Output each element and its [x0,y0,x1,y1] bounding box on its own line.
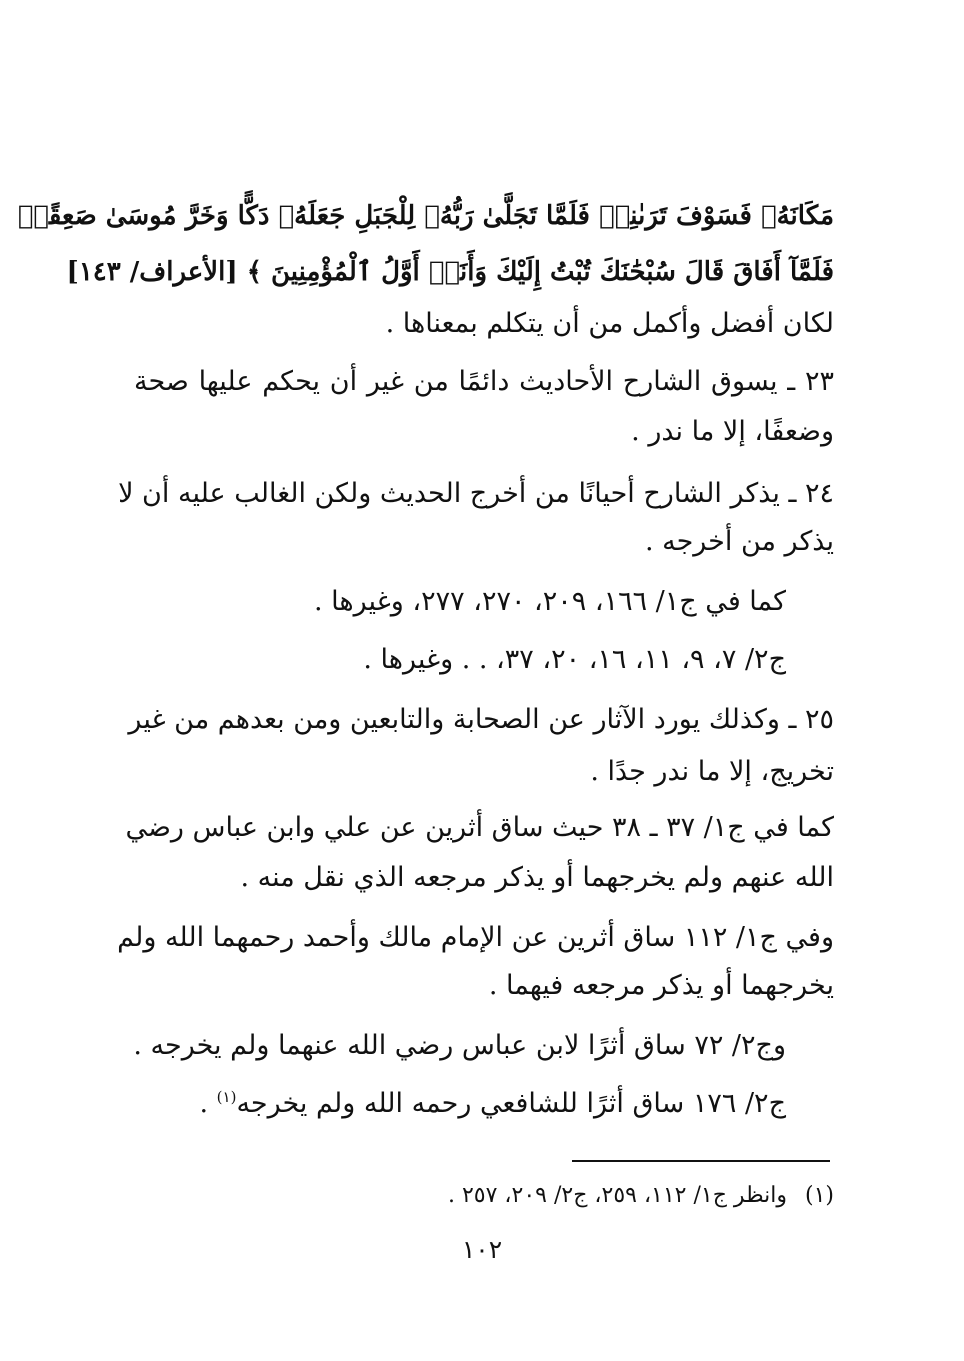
item-25-line-2: تخريج، إلا ما ندر جدًا . [590,756,834,787]
paragraph-b-line-1: وفي ج١/ ١١٢ ساق أثرين عن الإمام مالك وأحمد رحمهما الله ولم [117,922,834,953]
paragraph-a-line-1: كما في ج١/ ٣٧ ـ ٣٨ حيث ساق أثرين عن علي وابن عباس رضي [125,812,834,843]
example-line-3: وج٢/ ٧٢ ساق أثرًا لابن عباس رضي الله عنهما ولم يخرجه . [133,1030,786,1061]
example-line-2: ج٢/ ٧، ٩، ١١، ١٦، ٢٠، ٣٧، . . وغيرها . [363,644,786,675]
example-line-4-text: ج٢/ ١٧٦ ساق أثرًا للشافعي رحمه الله ولم يخرجه [236,1088,786,1119]
item-23-line-2: وضعفًا، إلا ما ندر . [631,416,834,447]
footnote-number: (١) [804,1183,834,1208]
item-24-line-2: يذكر من أخرجه . [644,526,834,557]
example-line-4 [136,1084,786,1124]
footnote-marker: (١) [216,1088,237,1106]
quran-verse-line-1: مَكَانَهُۥ فَسَوْفَ تَرَىٰنِىۚ فَلَمَّا تَجَلَّىٰ رَبُّهُۥ لِلْجَبَلِ جَعَلَهُۥ دَكًّا وَخَرَّ مُوسَىٰ صَعِقًاۚ [17,201,834,231]
paragraph-a-line-2: الله عنهم ولم يخرجهما أو يذكر مرجعه الذي نقل منه . [240,862,834,893]
page-number: ١٠٢ [461,1235,503,1264]
item-23-line-1: ٢٣ ـ يسوق الشارح الأحاديث دائمًا من غير أن يحكم عليها صحة [134,366,834,397]
footnote-separator [572,1160,830,1162]
footnote [448,1178,834,1214]
item-24-line-1: ٢٤ ـ يذكر الشارح أحيانًا من أخرج الحديث ولكن الغالب عليه أن لا [118,478,834,509]
body-text-line: لكان أفضل وأكمل من أن يتكلم بمعناها . [385,308,834,339]
paragraph-b-line-2: يخرجهما أو يذكر مرجعه فيهما . [488,970,834,1001]
quran-verse-line-2: فَلَمَّآ أَفَاقَ قَالَ سُبْحَٰنَكَ تُبْتُ إِلَيْكَ وَأَنَا۠ أَوَّلُ ٱلْمُؤْمِنِينَ ﴾ [الأعراف/ ١٤٣] [66,257,834,287]
example-line-1: كما في ج١/ ١٦٦، ٢٠٩، ٢٧٠، ٢٧٧، وغيرها . [314,586,786,617]
example-line-4-end: . [199,1088,217,1119]
footnote-text: وانظر ج١/ ١١٢، ٢٥٩، ج٢/ ٢٠٩، ٢٥٧ . [447,1183,787,1208]
item-25-line-1: ٢٥ ـ وكذلك يورد الآثار عن الصحابة والتابعين ومن بعدهم من غير [128,704,834,735]
